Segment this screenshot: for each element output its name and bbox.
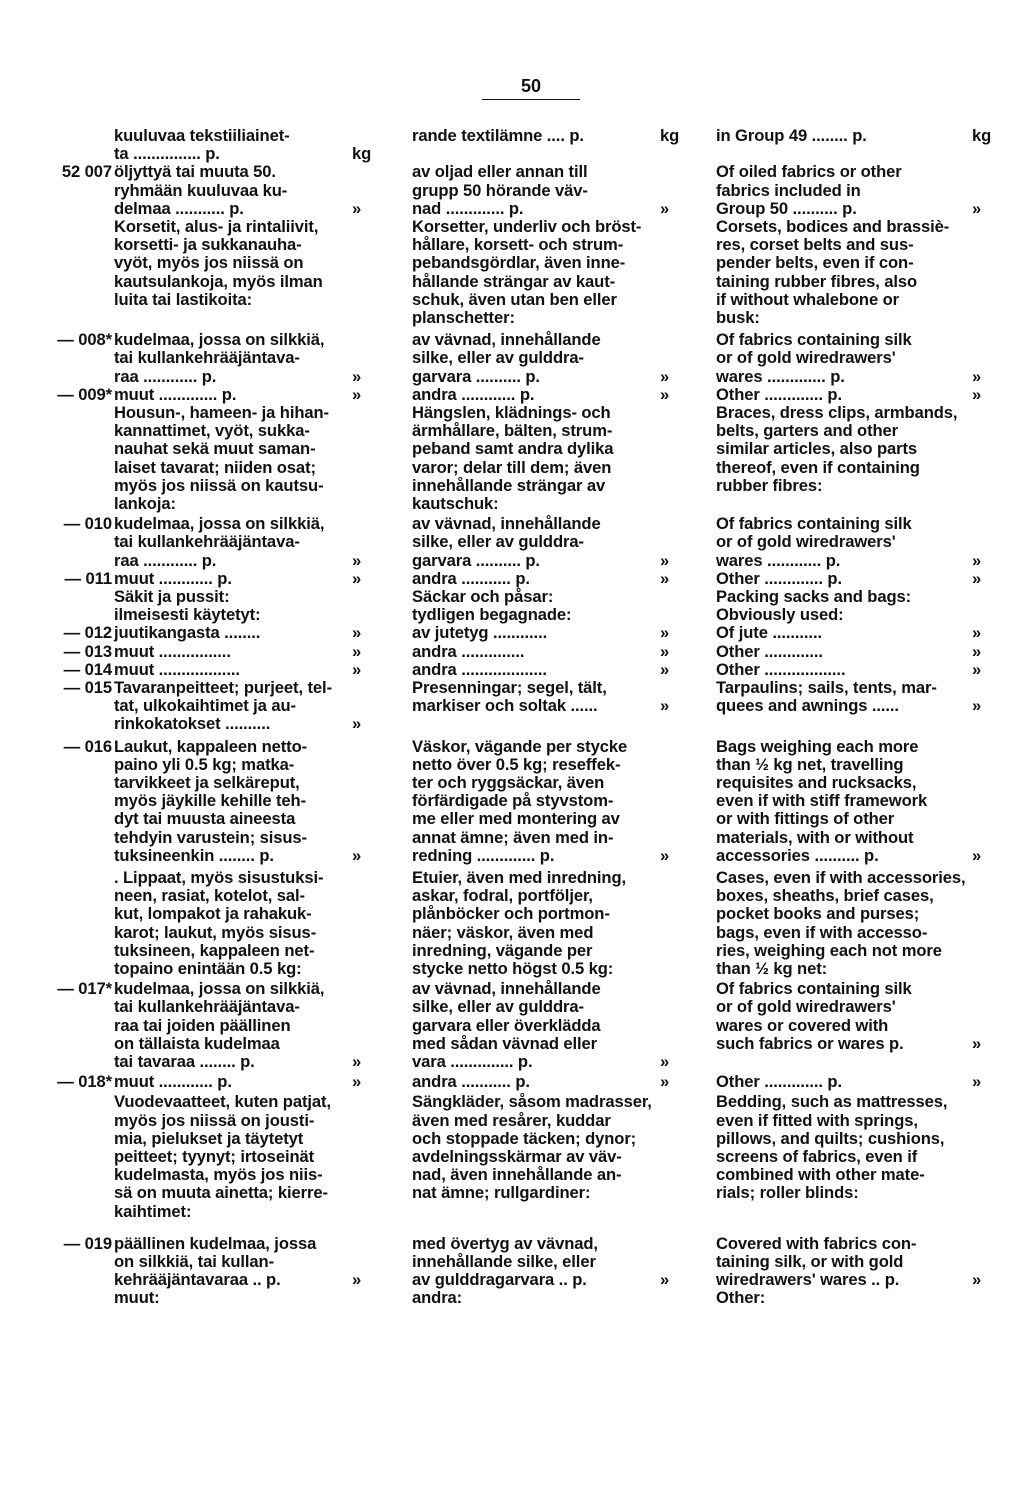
tariff-line: [0, 905, 1024, 923]
finnish-text: ilmeisesti käytetyt:: [114, 605, 261, 625]
swedish-text: grupp 50 hörande väv-: [412, 180, 588, 200]
finnish-text: muut ............ p.: [114, 568, 232, 588]
tariff-line: [0, 1253, 1024, 1271]
english-text: materials, with or without: [716, 827, 914, 847]
swedish-text: av vävnad, innehållande: [412, 330, 601, 350]
finnish-text: tuksineenkin ........ p.: [114, 845, 274, 865]
tariff-code: — 013: [63, 641, 112, 661]
finnish-text: myös jos niissä on kautsu-: [114, 475, 324, 495]
tariff-code: — 008*: [57, 330, 112, 350]
swedish-text: avdelningsskärmar av väv-: [412, 1147, 622, 1166]
swedish-text: innehållande silke, eller: [412, 1252, 596, 1271]
finnish-text: raa ............ p.: [114, 550, 217, 570]
english-text: pillows, and quilts; cushions,: [716, 1128, 945, 1148]
swedish-text: förfärdigade på styvstom-: [412, 791, 614, 811]
finnish-text: kautsulankoja, myös ilman: [114, 271, 323, 291]
english-text: Packing sacks and bags:: [716, 587, 912, 606]
finnish-text: muut ..................: [114, 659, 240, 679]
finnish-text: muut ................: [114, 641, 231, 661]
finnish-unit: »: [352, 198, 362, 218]
swedish-text: av vävnad, innehållande: [412, 979, 601, 999]
swedish-unit: kg: [660, 126, 680, 145]
swedish-text: av vävnad, innehållande: [412, 514, 601, 534]
swedish-text: av jutetyg ............: [412, 623, 548, 643]
english-text: busk:: [716, 308, 760, 327]
finnish-text: tehdyin varustein; sisus-: [114, 827, 307, 847]
finnish-text: on tällaista kudelmaa: [114, 1033, 280, 1053]
english-text: Of jute ...........: [716, 623, 822, 643]
tariff-line: [0, 774, 1024, 792]
tariff-line: [0, 756, 1024, 774]
swedish-text: andra ........... p.: [412, 568, 530, 588]
english-text: requisites and rucksacks,: [716, 773, 917, 792]
english-text: Braces, dress clips, armbands,: [716, 403, 958, 422]
swedish-text: nad, även innehållande an-: [412, 1165, 622, 1185]
swedish-text: andra ........... p.: [412, 1072, 530, 1092]
tariff-line: [0, 1235, 1024, 1253]
tariff-line: [0, 1053, 1024, 1071]
finnish-text: kudelmaa, jossa on silkkiä,: [114, 514, 325, 534]
finnish-text: Vuodevaatteet, kuten patjat,: [114, 1092, 331, 1112]
english-text: such fabrics or wares p.: [716, 1033, 904, 1053]
english-text: than ½ kg net, travelling: [716, 754, 904, 774]
swedish-text: Sängkläder, såsom madrasser,: [412, 1092, 652, 1112]
english-text: even if with stiff framework: [716, 791, 928, 811]
finnish-unit: »: [352, 845, 362, 865]
english-text: even if fitted with springs,: [716, 1110, 918, 1130]
finnish-unit: »: [352, 568, 362, 588]
tariff-line: [0, 1184, 1024, 1202]
english-unit: »: [972, 384, 982, 404]
english-text: Group 50 .......... p.: [716, 198, 857, 218]
finnish-text: tuksineen, kappaleen net-: [114, 940, 315, 960]
english-unit: »: [972, 641, 982, 661]
tariff-line: [0, 200, 1024, 218]
finnish-text: tai kullankehrääjäntava-: [114, 997, 300, 1017]
tariff-line: [0, 515, 1024, 533]
finnish-text: muut:: [114, 1288, 160, 1308]
english-text: taining silk, or with gold: [716, 1252, 904, 1271]
tariff-line: [0, 422, 1024, 440]
tariff-line: [0, 980, 1024, 998]
english-text: Corsets, bodices and brassiè-: [716, 217, 950, 236]
english-text: ries, weighing each not more: [716, 940, 942, 960]
finnish-text: on silkkiä, tai kullan-: [114, 1252, 274, 1271]
swedish-text: garvara .......... p.: [412, 550, 540, 570]
tariff-line: [0, 309, 1024, 327]
swedish-text: hållare, korsett- och strum-: [412, 235, 624, 255]
tariff-line: [0, 942, 1024, 960]
tariff-line: [0, 588, 1024, 606]
swedish-text: av gulddragarvara .. p.: [412, 1270, 587, 1290]
finnish-unit: »: [352, 659, 362, 679]
english-unit: »: [972, 568, 982, 588]
swedish-text: kautschuk:: [412, 494, 499, 513]
tariff-line: [0, 606, 1024, 624]
tariff-code: — 010: [63, 514, 112, 534]
tariff-line: [0, 254, 1024, 272]
finnish-text: kuuluvaa tekstiiliainet-: [114, 126, 290, 145]
english-text: Covered with fabrics con-: [716, 1233, 917, 1253]
english-text: Of fabrics containing silk: [716, 330, 912, 350]
english-unit: »: [972, 1033, 982, 1053]
tariff-code: — 012: [63, 623, 112, 643]
english-unit: »: [972, 1270, 982, 1290]
tariff-code: — 014: [63, 659, 112, 679]
swedish-text: askar, fodral, portföljer,: [412, 886, 593, 906]
tariff-code: — 009*: [57, 384, 112, 404]
tariff-line: [0, 924, 1024, 942]
finnish-text: mia, pielukset ja täytetyt: [114, 1128, 304, 1148]
english-unit: »: [972, 198, 982, 218]
swedish-text: med övertyg av vävnad,: [412, 1233, 598, 1253]
tariff-line: [0, 810, 1024, 828]
finnish-unit: »: [352, 1270, 362, 1290]
english-text: similar articles, also parts: [716, 439, 918, 459]
tariff-line: [0, 236, 1024, 254]
english-text: Other ............. p.: [716, 568, 842, 588]
finnish-unit: »: [352, 550, 362, 570]
tariff-line: [0, 1148, 1024, 1166]
swedish-text: Hängslen, klädnings- och: [412, 403, 611, 422]
finnish-text: tarvikkeet ja selkäreput,: [114, 773, 300, 792]
tariff-line: [0, 386, 1024, 404]
swedish-unit: »: [660, 366, 670, 386]
tariff-line: [0, 1112, 1024, 1130]
english-unit: »: [972, 696, 982, 716]
swedish-text: Presenningar; segel, tält,: [412, 678, 607, 697]
tariff-code: — 019: [63, 1233, 112, 1253]
swedish-text: peband samt andra dylika: [412, 439, 614, 459]
finnish-text: peitteet; tyynyt; irtoseinät: [114, 1147, 315, 1166]
finnish-text: myös jäykille kehille teh-: [114, 791, 307, 811]
swedish-text: silke, eller av gulddra-: [412, 997, 584, 1017]
english-text: or with fittings of other: [716, 809, 895, 829]
swedish-text: annat ämne; även med in-: [412, 827, 614, 847]
tariff-line: [0, 182, 1024, 200]
english-text: Other ............. p.: [716, 1072, 842, 1092]
swedish-text: garvara eller överklädda: [412, 1015, 601, 1035]
finnish-unit: »: [352, 714, 362, 734]
swedish-text: andra ..............: [412, 641, 525, 661]
swedish-text: rande textilämne .... p.: [412, 126, 584, 145]
tariff-line: [0, 624, 1024, 642]
swedish-text: silke, eller av gulddra-: [412, 532, 584, 552]
tariff-line: [0, 145, 1024, 163]
swedish-text: nat ämne; rullgardiner:: [412, 1183, 591, 1203]
tariff-code: — 015: [63, 678, 112, 697]
tariff-line: [0, 1130, 1024, 1148]
swedish-text: innehållande strängar av: [412, 475, 606, 495]
tariff-line: [0, 679, 1024, 697]
tariff-code: — 016: [63, 736, 112, 756]
tariff-line: [0, 869, 1024, 887]
finnish-text: ryhmään kuuluvaa ku-: [114, 180, 288, 200]
english-text: quees and awnings ......: [716, 696, 899, 716]
english-text: rials; roller blinds:: [716, 1183, 859, 1203]
english-text: Of oiled fabrics or other: [716, 162, 902, 182]
finnish-text: topaino enintään 0.5 kg:: [114, 959, 302, 978]
tariff-line: [0, 570, 1024, 588]
english-text: if without whalebone or: [716, 289, 899, 309]
english-text: Other ............. p.: [716, 384, 842, 404]
english-unit: »: [972, 1072, 982, 1092]
finnish-text: tat, ulkokaihtimet ja au-: [114, 696, 296, 716]
finnish-text: vyöt, myös jos niissä on: [114, 253, 304, 273]
tariff-line: [0, 1017, 1024, 1035]
swedish-text: silke, eller av gulddra-: [412, 348, 584, 368]
swedish-text: ärmhållare, bälten, strum-: [412, 421, 613, 441]
tariff-line: [0, 495, 1024, 513]
swedish-text: Etuier, även med inredning,: [412, 868, 626, 887]
english-text: Other:: [716, 1288, 766, 1308]
swedish-text: av oljad eller annan till: [412, 162, 588, 182]
english-text: or of gold wiredrawers': [716, 997, 896, 1017]
english-text: than ½ kg net:: [716, 959, 828, 978]
tariff-line: [0, 349, 1024, 367]
swedish-text: garvara .......... p.: [412, 366, 540, 386]
page-number: 50: [482, 76, 580, 100]
finnish-text: kudelmasta, myös jos niis-: [114, 1165, 323, 1185]
tariff-line: [0, 792, 1024, 810]
swedish-text: Säckar och påsar:: [412, 587, 554, 606]
tariff-line: [0, 661, 1024, 679]
tariff-line: [0, 440, 1024, 458]
finnish-text: ta ............... p.: [114, 144, 220, 164]
swedish-text: vara .............. p.: [412, 1052, 533, 1071]
tariff-line: [0, 1203, 1024, 1221]
english-text: Bedding, such as mattresses,: [716, 1092, 948, 1112]
english-unit: »: [972, 845, 982, 865]
english-text: wares or covered with: [716, 1015, 889, 1035]
tariff-line: [0, 738, 1024, 756]
swedish-unit: »: [660, 623, 670, 643]
swedish-text: pebandsgördlar, även inne-: [412, 253, 626, 273]
tariff-line: [0, 552, 1024, 570]
english-text: combined with other mate-: [716, 1165, 925, 1185]
english-text: pender belts, even if con-: [716, 253, 914, 273]
finnish-text: Korsetit, alus- ja rintaliivit,: [114, 217, 319, 236]
finnish-text: delmaa ........... p.: [114, 198, 244, 218]
swedish-text: även med resårer, kuddar: [412, 1110, 611, 1130]
tariff-code: — 017*: [57, 979, 112, 999]
finnish-text: nauhat sekä muut saman-: [114, 439, 316, 459]
finnish-text: tai kullankehrääjäntava-: [114, 532, 300, 552]
swedish-text: andra ............ p.: [412, 384, 535, 404]
english-text: res, corset belts and sus-: [716, 235, 914, 255]
tariff-line: [0, 697, 1024, 715]
tariff-line: [0, 273, 1024, 291]
swedish-text: nad ............. p.: [412, 198, 524, 218]
swedish-text: ter och ryggsäckar, även: [412, 773, 605, 792]
swedish-text: hållande strängar av kaut-: [412, 271, 616, 291]
tariff-line: [0, 829, 1024, 847]
finnish-text: paino yli 0.5 kg; matka-: [114, 754, 295, 774]
english-text: fabrics included in: [716, 180, 861, 200]
swedish-text: Väskor, vägande per stycke: [412, 736, 628, 756]
finnish-text: . Lippaat, myös sisustuksi-: [114, 868, 324, 887]
english-unit: »: [972, 623, 982, 643]
swedish-text: stycke netto högst 0.5 kg:: [412, 959, 614, 978]
finnish-text: muut ............. p.: [114, 384, 237, 404]
finnish-text: korsetti- ja sukkanauha-: [114, 235, 302, 255]
english-text: screens of fabrics, even if: [716, 1147, 918, 1166]
tariff-line: [0, 643, 1024, 661]
tariff-line: [0, 1271, 1024, 1289]
finnish-text: Tavaranpeitteet; purjeet, tel-: [114, 678, 332, 697]
finnish-text: öljyttyä tai muuta 50.: [114, 162, 276, 182]
english-text: wares ............ p.: [716, 550, 841, 570]
english-text: Obviously used:: [716, 605, 844, 625]
english-unit: kg: [972, 126, 992, 145]
finnish-text: päällinen kudelmaa, jossa: [114, 1233, 317, 1253]
english-unit: »: [972, 366, 982, 386]
english-unit: »: [972, 659, 982, 679]
tariff-line: [0, 331, 1024, 349]
tariff-line: [0, 887, 1024, 905]
finnish-text: luita tai lastikoita:: [114, 289, 253, 309]
tariff-code: 52 007: [61, 162, 112, 182]
swedish-unit: »: [660, 568, 670, 588]
english-text: rubber fibres:: [716, 475, 823, 495]
english-text: or of gold wiredrawers': [716, 532, 896, 552]
finnish-unit: »: [352, 623, 362, 643]
finnish-text: Laukut, kappaleen netto-: [114, 736, 308, 756]
swedish-text: Korsetter, underliv och bröst-: [412, 217, 642, 236]
tariff-line: [0, 1035, 1024, 1053]
swedish-unit: »: [660, 1072, 670, 1092]
english-text: Of fabrics containing silk: [716, 979, 912, 999]
tariff-line: [0, 998, 1024, 1016]
english-text: Of fabrics containing silk: [716, 514, 912, 534]
finnish-text: kehrääjäntavaraa .. p.: [114, 1270, 281, 1290]
english-text: wiredrawers' wares .. p.: [716, 1270, 900, 1290]
swedish-text: me eller med montering av: [412, 809, 620, 829]
english-text: taining rubber fibres, also: [716, 271, 918, 291]
swedish-text: plånböcker och portmon-: [412, 904, 610, 924]
swedish-text: schuk, även utan ben eller: [412, 289, 617, 309]
english-text: Bags weighing each more: [716, 736, 919, 756]
english-text: belts, garters and other: [716, 421, 899, 441]
english-text: Other .............: [716, 641, 823, 661]
finnish-text: Housun-, hameen- ja hihan-: [114, 403, 329, 422]
english-text: Cases, even if with accessories,: [716, 868, 966, 887]
swedish-unit: »: [660, 384, 670, 404]
finnish-text: kudelmaa, jossa on silkkiä,: [114, 979, 325, 999]
swedish-unit: »: [660, 659, 670, 679]
english-text: Other ..................: [716, 659, 846, 679]
tariff-line: [0, 218, 1024, 236]
finnish-text: rinkokatokset ..........: [114, 714, 271, 734]
swedish-text: andra ...................: [412, 659, 547, 679]
tariff-line: [0, 368, 1024, 386]
finnish-text: kudelmaa, jossa on silkkiä,: [114, 330, 325, 350]
tariff-line: [0, 1093, 1024, 1111]
finnish-text: Säkit ja pussit:: [114, 587, 230, 606]
finnish-text: karot; laukut, myös sisus-: [114, 922, 317, 942]
tariff-line: [0, 404, 1024, 422]
finnish-text: juutikangasta ........: [114, 623, 261, 643]
english-text: Tarpaulins; sails, tents, mar-: [716, 678, 937, 697]
tariff-line: [0, 1166, 1024, 1184]
english-text: wares ............. p.: [716, 366, 845, 386]
finnish-text: raa ............ p.: [114, 366, 217, 386]
swedish-text: planschetter:: [412, 308, 515, 327]
english-text: thereof, even if containing: [716, 457, 920, 477]
tariff-code: — 011: [64, 568, 112, 588]
tariff-line: [0, 847, 1024, 865]
swedish-text: inredning, vägande per: [412, 940, 593, 960]
finnish-text: laiset tavarat; niiden osat;: [114, 457, 316, 477]
swedish-unit: »: [660, 1270, 670, 1290]
swedish-unit: »: [660, 845, 670, 865]
english-text: in Group 49 ........ p.: [716, 126, 867, 145]
finnish-unit: »: [352, 1052, 362, 1071]
swedish-text: andra:: [412, 1288, 463, 1308]
english-unit: »: [972, 550, 982, 570]
swedish-unit: »: [660, 198, 670, 218]
tariff-line: [0, 477, 1024, 495]
finnish-text: kut, lompakot ja rahakuk-: [114, 904, 312, 924]
finnish-text: sä on muuta ainetta; kierre-: [114, 1183, 328, 1203]
finnish-text: dyt tai muusta aineesta: [114, 809, 296, 829]
tariff-line: [0, 163, 1024, 181]
swedish-text: markiser och soltak ......: [412, 696, 598, 716]
swedish-text: med sådan vävnad eller: [412, 1033, 598, 1053]
finnish-text: kannattimet, vyöt, sukka-: [114, 421, 310, 441]
finnish-text: muut ............ p.: [114, 1072, 232, 1092]
tariff-line: [0, 291, 1024, 309]
swedish-text: näer; väskor, även med: [412, 922, 594, 942]
tariff-code: — 018*: [57, 1072, 112, 1092]
tariff-line: [0, 715, 1024, 733]
tariff-line: [0, 533, 1024, 551]
english-text: bags, even if with accesso-: [716, 922, 928, 942]
tariff-line: [0, 960, 1024, 978]
finnish-text: lankoja:: [114, 494, 176, 513]
swedish-unit: »: [660, 696, 670, 716]
tariff-line: [0, 1289, 1024, 1307]
finnish-text: tai kullankehrääjäntava-: [114, 348, 300, 368]
finnish-unit: »: [352, 641, 362, 661]
tariff-line: [0, 1073, 1024, 1091]
swedish-unit: »: [660, 641, 670, 661]
english-text: or of gold wiredrawers': [716, 348, 896, 368]
swedish-text: netto över 0.5 kg; reseffek-: [412, 754, 621, 774]
swedish-unit: »: [660, 1052, 670, 1071]
tariff-line: [0, 127, 1024, 145]
finnish-text: tai tavaraa ........ p.: [114, 1052, 255, 1071]
english-text: accessories .......... p.: [716, 845, 879, 865]
finnish-unit: »: [352, 1072, 362, 1092]
finnish-unit: »: [352, 384, 362, 404]
swedish-text: redning ............. p.: [412, 845, 555, 865]
swedish-text: och stoppade täcken; dynor;: [412, 1128, 637, 1148]
swedish-text: varor; delar till dem; även: [412, 457, 612, 477]
finnish-text: neen, rasiat, kotelot, sal-: [114, 886, 305, 906]
swedish-text: tydligen begagnade:: [412, 605, 572, 625]
finnish-text: myös jos niissä on jousti-: [114, 1110, 315, 1130]
swedish-unit: »: [660, 550, 670, 570]
tariff-line: [0, 459, 1024, 477]
english-text: pocket books and purses;: [716, 904, 920, 924]
finnish-text: kaihtimet:: [114, 1201, 192, 1221]
finnish-unit: kg: [352, 144, 372, 164]
finnish-text: raa tai joiden päällinen: [114, 1015, 291, 1035]
finnish-unit: »: [352, 366, 362, 386]
english-text: boxes, sheaths, brief cases,: [716, 886, 934, 906]
